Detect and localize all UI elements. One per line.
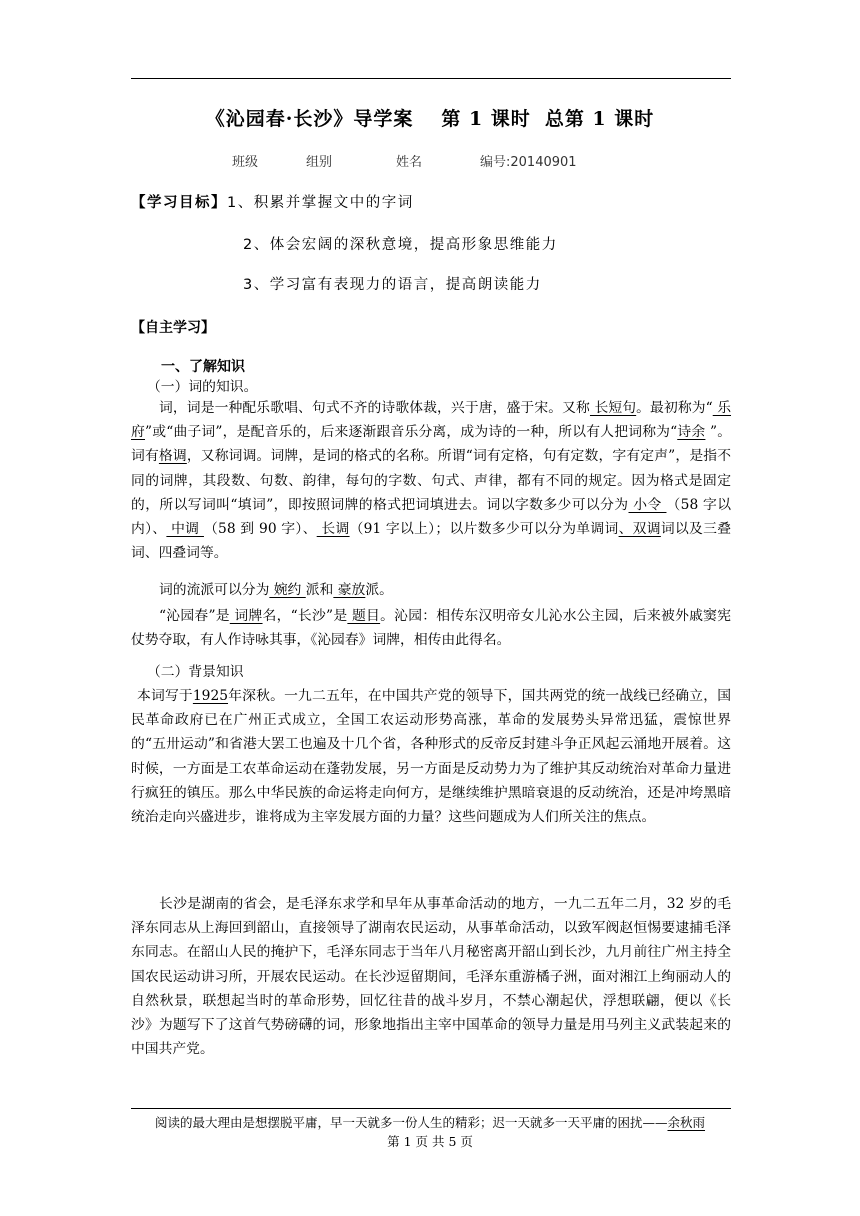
answer-blank: 豪放 bbox=[333, 582, 366, 598]
answer-blank: 题目 bbox=[347, 608, 381, 624]
text: 。最初称为“ bbox=[636, 400, 713, 416]
text: ，又称词调。词牌，是词的格式的名称。所谓“词有定格，句有定数，字有定声”，是指不同的词牌，其段数、句数、韵律，每句的字数、句式、声律，都有不同的规定。因为格式是固定的，所以写词叫“填词”，即按照词牌的格式把词填进去。词以字数多少可以分为 bbox=[131, 448, 732, 513]
text: （58 字以内）、 bbox=[131, 496, 731, 538]
goals-line-1 bbox=[131, 191, 414, 212]
answer-blank: 小令 bbox=[628, 496, 667, 513]
info-name: 姓名 bbox=[396, 155, 423, 170]
text: 本词写于 bbox=[137, 688, 193, 704]
answer-blank: 格调 bbox=[158, 448, 187, 465]
title-total: 总第 1 课时 bbox=[544, 108, 655, 130]
info-number: 编号:20140901 bbox=[480, 155, 577, 170]
section-1-heading: 一、了解知识 bbox=[161, 359, 245, 375]
text: 词，词是一种配乐歌唱、句式不齐的诗歌体裁，兴于唐，盛于宋。又称 bbox=[159, 400, 590, 416]
text: 派和 bbox=[305, 582, 334, 598]
page-title bbox=[0, 104, 860, 131]
student-info-line bbox=[232, 151, 577, 170]
answer-blank: 诗余 bbox=[677, 424, 706, 441]
goal-item-1: 1、积累并掌握文中的字词 bbox=[227, 195, 414, 211]
subsection-background: （二）背景知识 bbox=[147, 664, 244, 680]
text: 词的流派可以分为 bbox=[159, 582, 270, 598]
text: （58 到 90 字）、 bbox=[203, 521, 317, 538]
quote-author: 余秋雨 bbox=[667, 1115, 706, 1130]
text: 。沁园：相传东汉明帝女儿沁水公主园，后来被外戚窦宪仗势夺取，有人作诗咏其事，《沁园春》词牌，相传由此得名。 bbox=[131, 608, 732, 649]
quote-text: 阅读的最大理由是想摆脱平庸，早一天就多一份人生的精彩；迟一天就多一天平庸的困扰—— bbox=[154, 1115, 668, 1130]
title-lesson: 第 1 课时 bbox=[441, 108, 531, 130]
text: 词以及三叠词、四叠词等。 bbox=[131, 521, 732, 562]
title-main: 《沁园春·长沙》导学案 bbox=[205, 108, 414, 130]
text: 名，“长沙”是 bbox=[262, 608, 348, 624]
answer-blank: 长短句 bbox=[589, 400, 637, 416]
goals-label: 【学习目标】 bbox=[131, 195, 227, 211]
answer-blank: 长调 bbox=[316, 521, 350, 538]
paragraph-background-1 bbox=[131, 684, 731, 829]
page-number: 第 1 页 共 5 页 bbox=[387, 1134, 473, 1149]
text: 年深秋。一九二五年，在中国共产党的领导下，国共两党的统一战线已经确立，国民革命政府已在广州正式成立，全国工农运动形势高涨，革命的发展势头异常迅猛，震惊世界的“五卅运动”和省港大罢工也遍及十几个省，各种形式的反帝反封建斗争正风起云涌地开展着。这时候，一方面是工农革命运动在蓬勃发展，另一方面是反动势力为了维护其反动统治对革命力量进行疯狂的镇压。那么中华民族的命运将走向何方，是继续维护黑暗衰退的反动统治，还是冲垮黑暗统治走向兴盛进步，谁将成为主宰发展方面的力量？这些问题成为人们所关注的焦点。 bbox=[131, 688, 732, 826]
goal-item-3: 3、学习富有表现力的语言，提高朗读能力 bbox=[243, 277, 542, 293]
paragraph-word-knowledge bbox=[131, 396, 731, 565]
paragraph-background-2: 长沙是湖南的省会，是毛泽东求学和早年从事革命活动的地方，一九二五年二月，32 岁的毛泽东同志从上海回到韶山，直接领导了湖南农民运动，从事革命活动，以致军阀赵恒惕要逮捕毛泽东同志。在韶山人民的掩护下，毛泽东同志于当年八月秘密离开韶山到长沙，九月前往广州主持全国农民运动讲习所，开展农民运动。在长沙逗留期间，毛泽东重游橘子洲，面对湘江上绚丽动人的自然秋景，联想起当时的革命形势，回忆往昔的战斗岁月，不禁心潮起伏，浮想联翩，便以《长沙》为题写下了这首气势磅礴的词，形象地指出主宰中国革命的领导力量是用马列主义武装起来的中国共产党。 bbox=[131, 896, 731, 1058]
text: ”。词有 bbox=[131, 424, 732, 465]
text: ”或“曲子词”，是配音乐的，后来逐渐跟音乐分离，成为诗的一种，所以有人把词称为“ bbox=[145, 424, 678, 441]
answer-blank: 乐府 bbox=[131, 400, 732, 441]
text: 派。 bbox=[365, 582, 393, 598]
answer-blank: 、双调 bbox=[618, 521, 661, 538]
subsection-word-knowledge: （一）词的知识。 bbox=[147, 379, 258, 395]
answer-blank: 词牌 bbox=[229, 608, 263, 624]
answer-blank: 婉约 bbox=[269, 582, 306, 598]
footer-quote bbox=[0, 1113, 860, 1131]
year-underlined: 1925 bbox=[192, 688, 229, 704]
paragraph-qinyuanchun bbox=[131, 604, 731, 652]
header-rule bbox=[131, 78, 731, 79]
goal-item-2: 2、体会宏阔的深秋意境，提高形象思维能力 bbox=[243, 237, 558, 253]
self-study-heading: 【自主学习】 bbox=[131, 320, 215, 336]
footer-rule bbox=[131, 1108, 731, 1109]
paragraph-schools bbox=[131, 578, 731, 602]
text: “沁园春”是 bbox=[159, 608, 230, 624]
answer-blank: 中调 bbox=[166, 521, 204, 538]
info-class: 班级 bbox=[232, 155, 259, 170]
text: （91 字以上）；以片数多少可以分为单调词 bbox=[349, 521, 619, 538]
info-group: 组别 bbox=[306, 155, 333, 170]
